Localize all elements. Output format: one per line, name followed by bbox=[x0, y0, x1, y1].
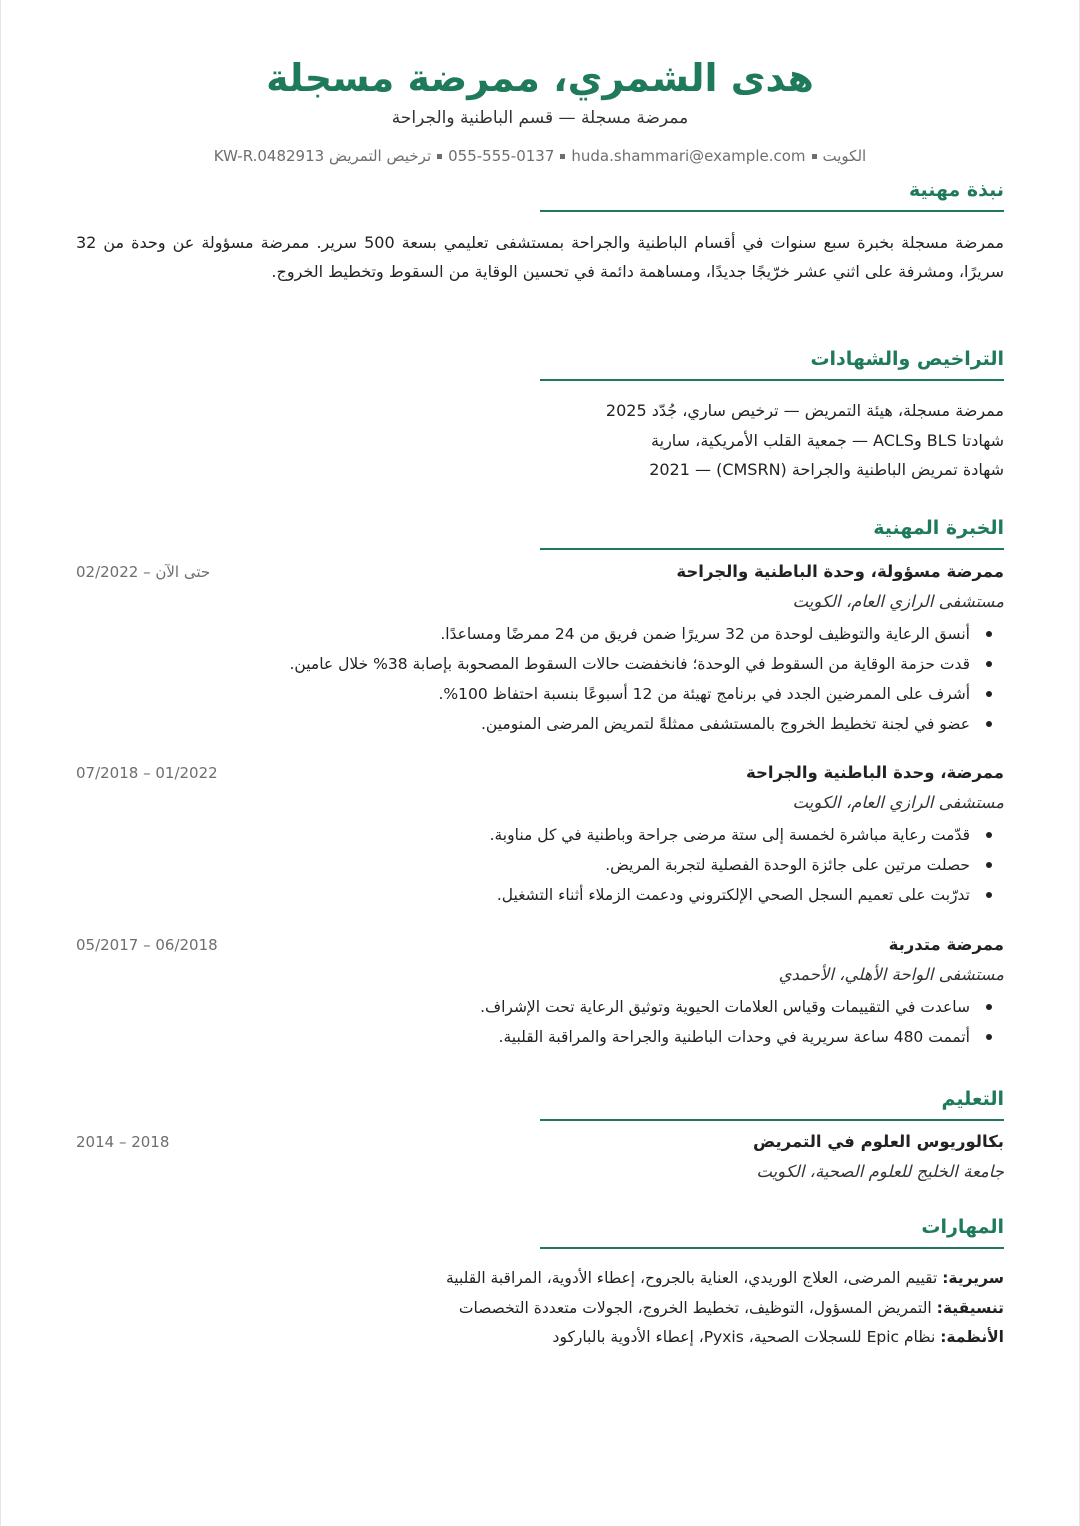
list-item bbox=[76, 992, 1004, 1022]
degree-title: بكالوريوس العلوم في التمريض bbox=[752, 1132, 1004, 1151]
bullet-dot-icon bbox=[986, 832, 992, 838]
skill-row bbox=[76, 1294, 1004, 1324]
bullet-text: ساعدت في التقييمات وقياس العلامات الحيوية وتوثيق الرعاية تحت الإشراف. bbox=[480, 998, 970, 1016]
section-heading-skills bbox=[540, 1213, 1004, 1249]
job-organization: مستشفى الرازي العام، الكويت bbox=[792, 793, 1004, 812]
bullet-text: حصلت مرتين على جائزة الوحدة الفصلية لتجربة المريض. bbox=[605, 856, 970, 874]
job-title: ممرضة متدربة bbox=[888, 935, 1004, 954]
list-item bbox=[76, 679, 1004, 709]
separator-square-icon bbox=[812, 154, 817, 159]
job-bullets bbox=[76, 820, 1004, 910]
job-bullets bbox=[76, 619, 1004, 739]
bullet-text: قدّمت رعاية مباشرة لخمسة إلى ستة مرضى جراحة وباطنية في كل مناوبة. bbox=[489, 826, 970, 844]
job-dates: 02/2022 – حتى الآن bbox=[76, 563, 211, 581]
license-item: شهادة تمريض الباطنية والجراحة (CMSRN) — 2021 bbox=[649, 460, 1004, 479]
contact-line bbox=[76, 144, 1004, 168]
bullet-text: قدت حزمة الوقاية من السقوط في الوحدة؛ فانخفضت حالات السقوط المصحوبة بإصابة 38% خلال عامين. bbox=[289, 655, 970, 673]
job-entry bbox=[76, 557, 1004, 739]
skills-list bbox=[76, 1264, 1004, 1353]
bullet-text: تدرّبت على تعميم السجل الصحي الإلكتروني ودعمت الزملاء أثناء التشغيل. bbox=[496, 886, 970, 904]
skill-value: نظام Epic للسجلات الصحية، Pyxis، إعطاء الأدوية بالباركود bbox=[552, 1328, 941, 1346]
skill-label: تنسيقية: bbox=[936, 1298, 1004, 1317]
job-entry bbox=[76, 758, 1004, 910]
candidate-name: هدى الشمري، ممرضة مسجلة bbox=[266, 56, 814, 100]
bullet-dot-icon bbox=[986, 721, 992, 727]
job-dates: 07/2018 – 01/2022 bbox=[76, 764, 218, 782]
separator-square-icon bbox=[437, 154, 442, 159]
list-item bbox=[76, 1022, 1004, 1052]
bullet-dot-icon bbox=[986, 631, 992, 637]
section-heading-experience bbox=[540, 514, 1004, 550]
skill-value: تقييم المرضى، العلاج الوريدي، العناية بالجروح، إعطاء الأدوية، المراقبة القلبية bbox=[445, 1269, 943, 1287]
skill-label: سريرية: bbox=[942, 1269, 1004, 1287]
license-item: شهادتا BLS وACLS — جمعية القلب الأمريكية، سارية bbox=[651, 430, 1004, 450]
bullet-text: عضو في لجنة تخطيط الخروج بالمستشفى ممثلةً لتمريض المرضى المنومين. bbox=[481, 715, 970, 733]
job-dates: 05/2017 – 06/2018 bbox=[76, 936, 218, 954]
section-title: التعليم bbox=[941, 1088, 1004, 1110]
contact-phone[interactable]: 055-555-0137 bbox=[448, 147, 555, 165]
job-entry bbox=[76, 930, 1004, 1052]
contact-license: ترخيص التمريض KW-R.0482913 bbox=[213, 147, 432, 165]
skill-label: الأنظمة: bbox=[940, 1328, 1004, 1346]
contact-email[interactable]: huda.shammari@example.com bbox=[571, 147, 806, 165]
job-bullets bbox=[76, 992, 1004, 1052]
list-item bbox=[76, 850, 1004, 880]
skill-row bbox=[76, 1264, 1004, 1294]
bullet-dot-icon bbox=[986, 1004, 992, 1010]
bullet-text: أنسق الرعاية والتوظيف لوحدة من 32 سريرًا ضمن فريق من 24 ممرضًا ومساعدًا. bbox=[440, 625, 970, 643]
section-heading-education bbox=[540, 1085, 1004, 1121]
job-organization: مستشفى الواحة الأهلي، الأحمدي bbox=[778, 965, 1004, 984]
section-title: المهارات bbox=[921, 1216, 1004, 1238]
licenses-list bbox=[76, 396, 1004, 485]
bullet-dot-icon bbox=[986, 661, 992, 667]
bullet-text: أشرف على الممرضين الجدد في برنامج تهيئة من 12 أسبوعًا بنسبة احتفاظ 100%. bbox=[438, 685, 970, 703]
section-heading-summary bbox=[540, 176, 1004, 212]
school-name: جامعة الخليج للعلوم الصحية، الكويت bbox=[756, 1162, 1004, 1181]
contact-location: الكويت bbox=[822, 147, 867, 165]
list-item bbox=[76, 880, 1004, 910]
list-item bbox=[76, 649, 1004, 679]
bullet-dot-icon bbox=[986, 1034, 992, 1040]
skill-row bbox=[76, 1323, 1004, 1353]
job-organization: مستشفى الرازي العام، الكويت bbox=[792, 592, 1004, 611]
list-item bbox=[76, 820, 1004, 850]
job-title: ممرضة مسؤولة، وحدة الباطنية والجراحة bbox=[676, 562, 1004, 581]
section-title: التراخيص والشهادات bbox=[810, 348, 1004, 370]
list-item bbox=[76, 619, 1004, 649]
education-entry bbox=[76, 1127, 1004, 1187]
education-dates: 2014 – 2018 bbox=[76, 1133, 170, 1151]
bullet-text: أتممت 480 ساعة سريرية في وحدات الباطنية والجراحة والمراقبة القلبية. bbox=[498, 1028, 970, 1046]
summary-text: ممرضة مسجلة بخبرة سبع سنوات في أقسام الباطنية والجراحة بمستشفى تعليمي بسعة 500 سرير. ممرضة مسؤولة عن وحدة من 32 سريرًا، ومشرفة على اثني عشر خرّيجًا جديدًا، ومساهمة دائمة في تحسين الوقاية من السقوط وتخطيط الخروج. bbox=[76, 233, 1004, 281]
candidate-subtitle: ممرضة مسجلة — قسم الباطنية والجراحة bbox=[391, 108, 689, 128]
job-title: ممرضة، وحدة الباطنية والجراحة bbox=[745, 763, 1004, 782]
section-title: نبذة مهنية bbox=[908, 179, 1004, 201]
bullet-dot-icon bbox=[986, 892, 992, 898]
separator-square-icon bbox=[560, 154, 565, 159]
skill-value: التمريض المسؤول، التوظيف، تخطيط الخروج، الجولات متعددة التخصصات bbox=[458, 1298, 937, 1317]
section-title: الخبرة المهنية bbox=[873, 517, 1004, 539]
list-item bbox=[76, 709, 1004, 739]
bullet-dot-icon bbox=[986, 862, 992, 868]
license-item: ممرضة مسجلة، هيئة التمريض — ترخيص ساري، جُدّد 2025 bbox=[605, 401, 1004, 420]
bullet-dot-icon bbox=[986, 691, 992, 697]
section-heading-licenses bbox=[540, 345, 1004, 381]
resume-header bbox=[76, 52, 1004, 168]
page-border-left bbox=[0, 0, 1, 1526]
